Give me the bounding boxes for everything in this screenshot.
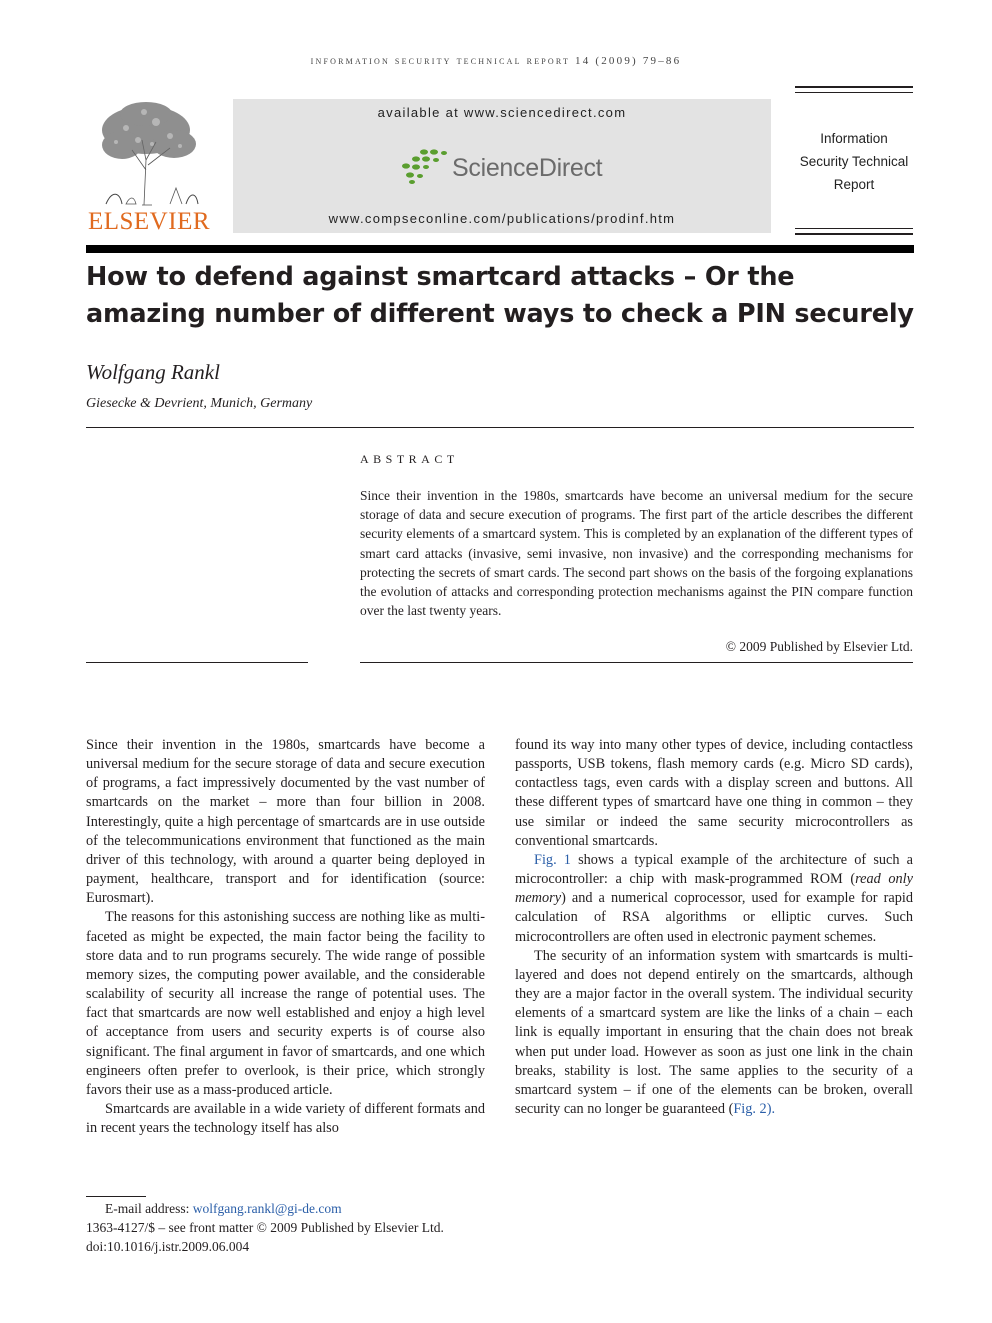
- body-paragraph: Smartcards are available in a wide variety of different formats and in recent years the technology itself has also: [86, 1100, 485, 1137]
- body-paragraph: The reasons for this astonishing success are nothing like as multi-faceted as might be expected, the main factor being the facility to store data and to run programs securely. The wide range of possible memory sizes, the computing power available, and the considerable scalability of security all increase the range of potential uses. The fact that smartcards are now well established and enjoy a high level of acceptance from users and security experts is of course also significant. The final argument in favor of smartcards, and one which engineers often prefer to overlook, is their price, which strongly favors their use as a mass-produced article.: [86, 909, 485, 1098]
- abstract-top-rule: [86, 427, 914, 428]
- abstract-heading: ABSTRACT: [360, 452, 459, 466]
- email-link[interactable]: wolfgang.rankl@gi-de.com: [192, 1201, 342, 1216]
- figure-1-link[interactable]: Fig. 1: [534, 851, 571, 868]
- journal-title-rule-top: [795, 86, 913, 88]
- journal-title: [790, 127, 918, 196]
- journal-title-rule-bottom-thin: [795, 228, 913, 229]
- abstract-copyright: © 2009 Published by Elsevier Ltd.: [725, 639, 913, 654]
- footnote-rule: [86, 1196, 146, 1197]
- body-text-fragment: The security of an information system with smartcards is multi-layered and does not depend entirely on the smartcards, although they are a major factor in the overall system. The individual security elements of a smartcard system are like the links of a chain – each link is equally important in ensuring that the chain does not break when put under load. However as soon as just one link in the chain breaks, stability is lost. The same applies to the security of a smartcard system – if one of the elements can be broken, overall security can no longer be guaranteed (: [515, 947, 913, 1117]
- body-paragraph: [515, 851, 913, 947]
- sciencedirect-logo: [398, 148, 618, 188]
- body-right-column: [515, 736, 913, 1119]
- footnotes: [86, 1199, 586, 1256]
- available-at-text[interactable]: available at www.sciencedirect.com: [377, 105, 627, 120]
- body-paragraph: [515, 947, 913, 1119]
- figure-2-link[interactable]: Fig. 2: [733, 1100, 767, 1117]
- body-text-italic: read only memory: [515, 871, 913, 907]
- doi-line[interactable]: doi:10.1016/j.istr.2009.06.004: [86, 1239, 250, 1254]
- body-paragraph: found its way into many other types of device, including contactless passports, USB tokens, flash memory cards (e.g. Micro SD cards), contactless tags, even cards with a display screen and buttons. All these different types of smartcard have one thing in common – they use similar or indeed the same security microcontrollers as conventional smartcards.: [515, 737, 913, 849]
- author-affiliation: Giesecke & Devrient, Munich, Germany: [86, 396, 313, 411]
- sciencedirect-logo-text: ScienceDirect: [452, 154, 603, 182]
- body-text-fragment: ).: [766, 1100, 776, 1117]
- abstract-bottom-rule-right: [360, 662, 913, 663]
- article-title: How to defend against smartcard attacks – Or the amazing number of different ways to check a PIN securely: [86, 262, 914, 329]
- body-text-fragment: ) and a numerical coprocessor, used for example for rapid calculation of RSA algorithms or elliptic curves. Such microcontrollers are often used in electronic payment schemes.: [515, 890, 913, 945]
- abstract-text: Since their invention in the 1980s, smartcards have become an universal medium for the secure storage of data and secure execution of programs. The first part of the article describes the different security elements of a smartcard system. This is completed by an explanation of the different types of smart card attacks (invasive, semi invasive, non invasive) and the corresponding mechanisms for protecting the secrets of smart cards. The second part shows on the basis of the forgoing explanations the evolution of attacks and corresponding protection mechanisms against the PIN compare function over the last twenty years.: [360, 488, 913, 619]
- issn-line: 1363-4127/$ – see front matter © 2009 Published by Elsevier Ltd.: [86, 1220, 444, 1235]
- body-text-fragment: shows a typical example of the architecture of such a microcontroller: a chip with mask-programmed ROM (: [515, 851, 914, 888]
- body-paragraph: Since their invention in the 1980s, smartcards have become a universal medium for the secure storage of data and secure execution of programs, a fact impressively documented by the vast number of smartcards on the market – more than four billion in 2008. Interestingly, quite a high percentage of smartcards are in use outside of the telecommunications environment that functioned as the main driver of this technology, with around a quarter being deployed in payment, healthcare, transport and for identification (source: Eurosmart).: [86, 737, 485, 907]
- sciencedirect-dots-icon: [398, 148, 448, 184]
- email-footnote: [86, 1199, 586, 1218]
- journal-url[interactable]: www.compseconline.com/publications/prodinf.htm: [328, 211, 676, 226]
- body-left-column: [86, 736, 485, 1138]
- journal-title-rule-bottom: [795, 233, 913, 235]
- header-divider: [86, 245, 914, 253]
- journal-running-header: information security technical report 14 (2009) 79–86: [310, 55, 682, 67]
- email-label: E-mail address:: [105, 1201, 193, 1216]
- tree-icon: [86, 100, 212, 210]
- elsevier-wordmark: ELSEVIER: [87, 208, 211, 235]
- journal-title-line-1: Information: [820, 131, 888, 146]
- journal-title-line-3: Report: [833, 177, 875, 192]
- abstract-bottom-rule-left: [86, 662, 308, 663]
- author-name: Wolfgang Rankl: [86, 360, 220, 384]
- journal-title-rule-top-thin: [795, 92, 913, 93]
- journal-title-line-2: Security Technical: [799, 154, 909, 169]
